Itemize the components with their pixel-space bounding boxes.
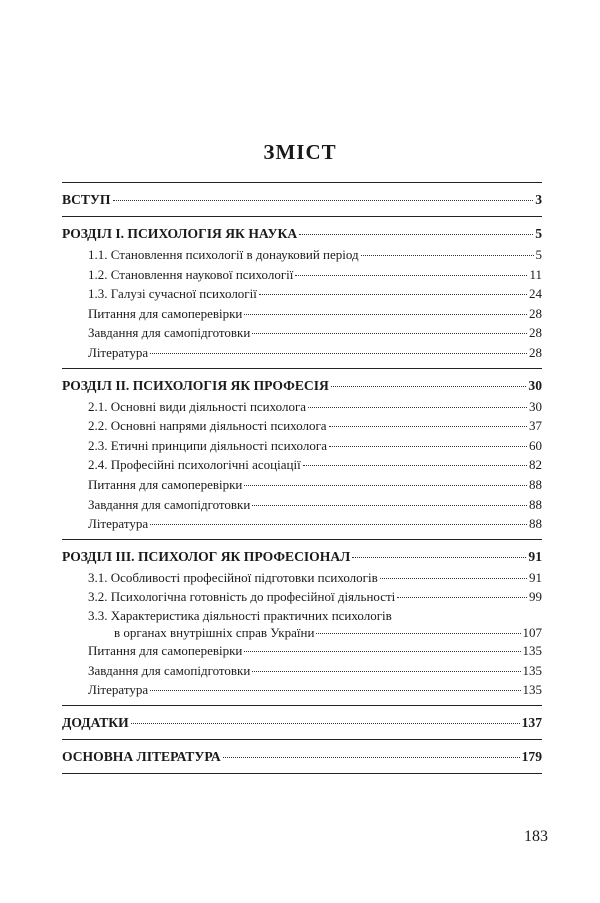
dot-leader — [252, 333, 527, 334]
toc-entry[interactable] — [62, 323, 542, 343]
toc-entry-label: ВСТУП — [62, 192, 111, 207]
dot-leader — [113, 200, 534, 201]
toc-entry-label: Література — [88, 344, 149, 360]
toc-entry-label: Завдання для самопідготовки — [88, 662, 251, 678]
toc-entry-page: 24 — [529, 286, 542, 302]
toc-entry-page: 3 — [535, 192, 542, 207]
dot-leader — [252, 505, 527, 506]
toc-entry[interactable] — [62, 641, 542, 661]
toc-entry[interactable] — [62, 284, 542, 304]
toc-entry-page: 88 — [529, 496, 542, 512]
toc-section-appendix — [62, 706, 542, 739]
toc-entry-page: 82 — [529, 457, 542, 473]
toc-heading-part3[interactable] — [62, 546, 542, 568]
toc-entry-label: Завдання для самопідготовки — [88, 325, 251, 341]
toc-heading-part1[interactable] — [62, 223, 542, 245]
dot-leader — [244, 485, 527, 486]
toc-section-intro — [62, 183, 542, 216]
toc-entry-page: 99 — [529, 589, 542, 605]
toc-entry-label: 3.3. Характеристика діяльності практичних психологів — [88, 607, 392, 623]
toc-entry-label: Література — [88, 516, 149, 532]
toc-entry-page: 135 — [522, 682, 542, 698]
toc-entry-label: 2.4. Професійні психологічні асоціації — [88, 457, 301, 473]
toc-entry-page: 88 — [529, 476, 542, 492]
toc-entry-page: 30 — [528, 377, 542, 393]
toc-entry[interactable] — [62, 265, 542, 285]
toc-entry-page: 91 — [529, 569, 542, 585]
toc-entry-label-continued: в органах внутрішніх справ України — [114, 624, 315, 640]
dot-leader — [308, 407, 527, 408]
page-title: ЗМІСТ — [263, 140, 337, 164]
toc-entry[interactable] — [62, 587, 542, 607]
dot-leader — [244, 314, 527, 315]
toc-entry[interactable] — [62, 680, 542, 700]
toc-entry-label: 1.3. Галузі сучасної психології — [88, 286, 257, 302]
dot-leader — [131, 723, 520, 724]
dot-leader — [352, 557, 526, 558]
toc-entry-page: 91 — [528, 548, 542, 564]
toc-entry-label: ДОДАТКИ — [62, 714, 129, 730]
toc-entry-page: 5 — [535, 226, 542, 241]
dot-leader — [303, 465, 527, 466]
toc-entry-page: 37 — [529, 418, 542, 434]
toc-section-part3 — [62, 540, 542, 705]
toc-entry-page: 60 — [529, 437, 542, 453]
table-of-contents — [62, 182, 542, 774]
toc-entry-page: 5 — [535, 247, 542, 262]
dot-leader — [223, 757, 520, 758]
toc-entry[interactable] — [62, 343, 542, 363]
toc-entry-page: 137 — [521, 714, 542, 730]
toc-section-part2 — [62, 369, 542, 539]
dot-leader — [259, 294, 527, 295]
toc-entry[interactable] — [62, 514, 542, 534]
toc-entry-page: 28 — [529, 305, 542, 321]
toc-entry[interactable] — [62, 661, 542, 681]
dot-leader — [397, 597, 527, 598]
dot-leader — [329, 426, 527, 427]
toc-section-main-literature — [62, 740, 542, 773]
dot-leader — [329, 446, 527, 447]
toc-entry[interactable] — [62, 475, 542, 495]
divider — [62, 773, 542, 774]
toc-entry-label: Завдання для самопідготовки — [88, 496, 251, 512]
toc-entry-page: 135 — [522, 642, 542, 658]
page-number: 183 — [524, 828, 548, 845]
toc-entry-label: 3.1. Особливості професійної підготовки психологів — [88, 569, 378, 585]
toc-entry-label: РОЗДІЛ ІІІ. ПСИХОЛОГ ЯК ПРОФЕСІОНАЛ — [62, 548, 351, 564]
toc-entry-page: 135 — [522, 662, 542, 678]
toc-entry[interactable] — [62, 455, 542, 475]
toc-entry-intro[interactable] — [62, 189, 542, 211]
dot-leader — [150, 353, 527, 354]
toc-entry-label: РОЗДІЛ ІІ. ПСИХОЛОГІЯ ЯК ПРОФЕСІЯ — [62, 377, 329, 393]
toc-entry[interactable] — [62, 495, 542, 515]
toc-entry-label: 3.2. Психологічна готовність до професійної діяльності — [88, 589, 396, 605]
toc-entry-page: 88 — [529, 516, 542, 532]
toc-entry-label: 1.1. Становлення психології в донауковий період — [88, 247, 359, 262]
toc-entry-label: ОСНОВНА ЛІТЕРАТУРА — [62, 748, 221, 764]
dot-leader — [316, 633, 520, 634]
toc-entry-label: 2.1. Основні види діяльності психолога — [88, 398, 307, 414]
toc-entry[interactable] — [62, 397, 542, 417]
dot-leader — [150, 524, 527, 525]
toc-entry[interactable] — [62, 245, 542, 265]
toc-entry-label: Питання для самоперевірки — [88, 476, 243, 492]
toc-entry[interactable] — [62, 436, 542, 456]
dot-leader — [150, 690, 520, 691]
toc-entry-label: РОЗДІЛ І. ПСИХОЛОГІЯ ЯК НАУКА — [62, 226, 298, 241]
toc-section-part1 — [62, 217, 542, 368]
toc-entry-page: 28 — [529, 325, 542, 341]
toc-entry-continuation — [88, 624, 542, 641]
toc-entry-page: 179 — [521, 748, 542, 764]
dot-leader — [361, 255, 534, 256]
dot-leader — [299, 234, 533, 235]
dot-leader — [331, 386, 527, 387]
toc-entry-multiline[interactable] — [62, 607, 542, 641]
toc-entry-page: 30 — [529, 398, 542, 414]
toc-entry-page: 28 — [529, 344, 542, 360]
toc-entry-page: 107 — [522, 624, 542, 640]
toc-entry-label: Питання для самоперевірки — [88, 642, 243, 658]
toc-entry-page: 11 — [529, 266, 542, 282]
toc-entry-label: Література — [88, 682, 149, 698]
toc-entry-label: 2.3. Етичні принципи діяльності психолога — [88, 437, 327, 453]
toc-entry-main-literature[interactable] — [62, 746, 542, 768]
toc-entry-label: 1.2. Становлення наукової психології — [88, 266, 294, 282]
toc-entry[interactable] — [62, 304, 542, 324]
toc-heading-part2[interactable] — [62, 375, 542, 397]
toc-entry-label: 2.2. Основні напрями діяльності психолога — [88, 418, 327, 434]
toc-entry-label: Питання для самоперевірки — [88, 305, 243, 321]
dot-leader — [252, 671, 520, 672]
dot-leader — [295, 275, 527, 276]
toc-entry[interactable] — [62, 568, 542, 588]
toc-entry[interactable] — [62, 416, 542, 436]
dot-leader — [380, 578, 527, 579]
dot-leader — [244, 651, 520, 652]
toc-entry-appendix[interactable] — [62, 712, 542, 734]
